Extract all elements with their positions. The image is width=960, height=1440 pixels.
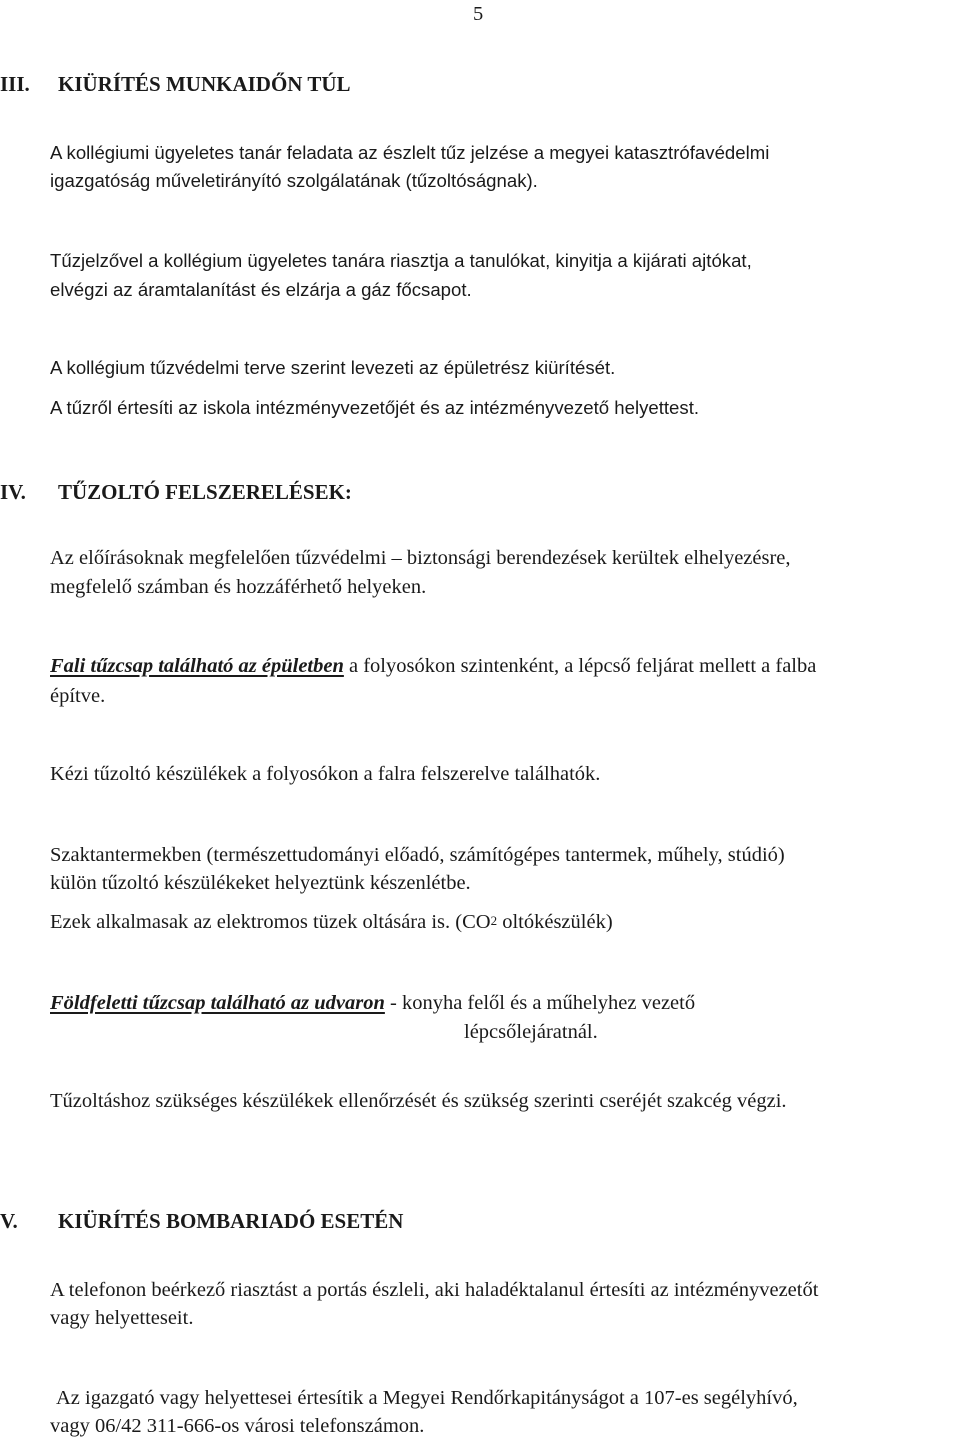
emphasis-text: Fali tűzcsap található az épületben (50, 655, 344, 677)
paragraph-line: lépcsőlejáratnál. (464, 1021, 598, 1043)
paragraph-line: építve. (50, 685, 106, 707)
paragraph-line: Ezek alkalmasak az elektromos tüzek oltására is. ($CO^2$ oltókészülék) (50, 911, 613, 933)
paragraph-line: megfelelő számban és hozzáférhető helyeken. (50, 576, 427, 598)
paragraph-line: Kézi tűzoltó készülékek a folyosókon a falra felszerelve találhatók. (50, 763, 601, 785)
section-5-title: KIÜRÍTÉS BOMBARIADÓ ESETÉN (58, 1209, 404, 1233)
paragraph-line: A telefonon beérkező riasztást a portás észleli, aki haladéktalanul értesíti az intézményvezetőt (50, 1279, 819, 1301)
emphasis-text: Földfeletti tűzcsap található az udvaron (50, 992, 385, 1014)
paragraph-line: Földfeletti tűzcsap található az udvaron - konyha felől és a műhelyhez vezető (50, 992, 696, 1014)
paragraph-line: Az előírásoknak megfelelően tűzvédelmi – biztonsági berendezések kerültek elhelyezésre, (50, 547, 791, 569)
paragraph-line: A kollégiumi ügyeletes tanár feladata az észlelt tűz jelzése a megyei katasztrófavédelmi (50, 142, 770, 163)
section-5-numeral: V. (0, 1209, 18, 1233)
paragraph-line: igazgatóság műveletirányító szolgálatának (tűzoltóságnak). (50, 170, 538, 191)
section-3-title: KIÜRÍTÉS MUNKAIDŐN TÚL (58, 72, 351, 96)
page-number: 5 (473, 3, 484, 25)
subscript-number: 2 (490, 913, 498, 928)
paragraph-line: Tűzjelzővel a kollégium ügyeletes tanára riasztja a tanulókat, kinyitja a kijárati ajtókat, (50, 250, 752, 271)
section-4-title: TŰZOLTÓ FELSZERELÉSEK: (58, 480, 352, 504)
paragraph-line: Az igazgató vagy helyettesei értesítik a Megyei Rendőrkapitányságot a 107-es segélyhívó, (56, 1387, 798, 1409)
paragraph-line: Szaktantermekben (természettudományi előadó, számítógépes tantermek, műhely, stúdió) (50, 844, 785, 866)
paragraph-line: Fali tűzcsap található az épületben a folyosókon szintenként, a lépcső feljárat mellett a falba (50, 655, 817, 677)
paragraph-line: külön tűzoltó készülékeket helyeztünk készenlétbe. (50, 872, 471, 894)
section-3-numeral: III. (0, 72, 30, 96)
paragraph-line: elvégzi az áramtalanítást és elzárja a gáz főcsapot. (50, 279, 472, 300)
section-4-numeral: IV. (0, 480, 26, 504)
paragraph-line: A kollégium tűzvédelmi terve szerint levezeti az épületrész kiürítését. (50, 357, 616, 378)
paragraph-line: A tűzről értesíti az iskola intézményvezetőjét és az intézményvezető helyettest. (50, 397, 700, 418)
paragraph-line: vagy helyetteseit. (50, 1307, 194, 1329)
paragraph-line: Tűzoltáshoz szükséges készülékek ellenőrzését és szükség szerinti cseréjét szakcég végzi. (50, 1090, 787, 1112)
paragraph-line: vagy 06/42 311-666-os városi telefonszámon. (50, 1415, 425, 1437)
